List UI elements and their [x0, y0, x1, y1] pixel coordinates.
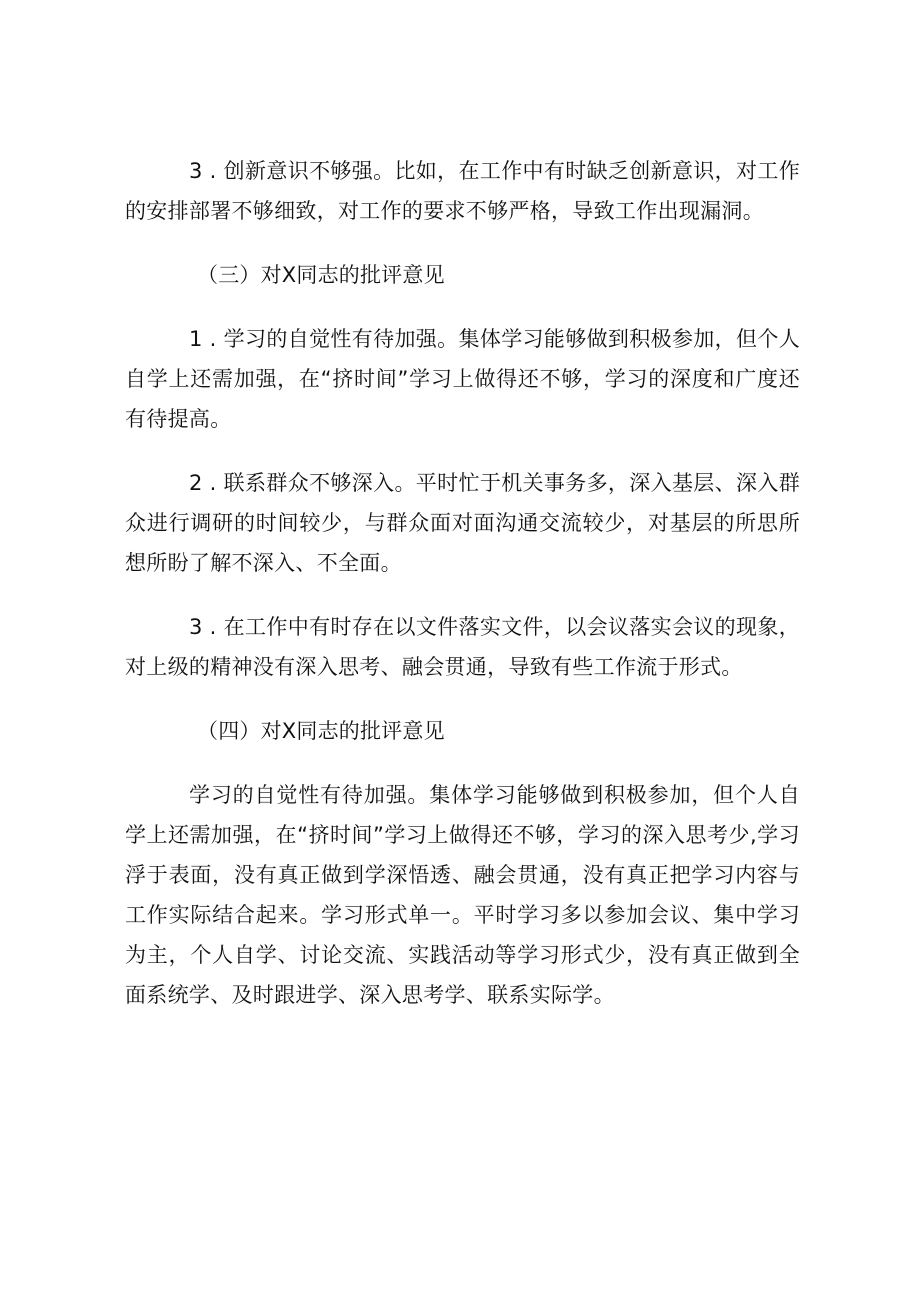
paragraph-item-3-formalism: 3 . 在工作中有时存在以文件落实文件，以会议落实会议的现象，对上级的精神没有深入思考、融会贯通，导致有些工作流于形式。: [125, 615, 800, 679]
paragraph-item-2-masses: 2 . 联系群众不够深入。平时忙于机关事务多，深入基层、深入群众进行调研的时间较少，与群众面对面沟通交流较少，对基层的所思所想所盼了解不深入、不全面。: [125, 471, 800, 575]
section-heading-four: （四）对X同志的批评意见: [197, 719, 445, 743]
paragraph-study-summary: 学习的自觉性有待加强。集体学习能够做到积极参加，但个人自学上还需加强，在“挤时间”学习上做得还不够，学习的深入思考少,学习浮于表面，没有真正做到学深悟透、融会贯通，没有真正把学习内容与工作实际结合起来。学习形式单一。平时学习多以参加会议、集中学习为主，个人自学、讨论交流、实践活动等学习形式少，没有真正做到全面系统学、及时跟进学、深入思考学、联系实际学。: [125, 783, 800, 1007]
paragraph-item-3-innovation: 3 . 创新意识不够强。比如，在工作中有时缺乏创新意识，对工作的安排部署不够细致，对工作的要求不够严格，导致工作出现漏洞。: [125, 159, 800, 223]
paragraph-item-1-study: 1 . 学习的自觉性有待加强。集体学习能够做到积极参加，但个人自学上还需加强，在“挤时间”学习上做得还不够，学习的深度和广度还有待提高。: [125, 327, 800, 431]
document-body: [125, 151, 800, 1039]
section-heading-three: （三）对X同志的批评意见: [197, 263, 445, 287]
